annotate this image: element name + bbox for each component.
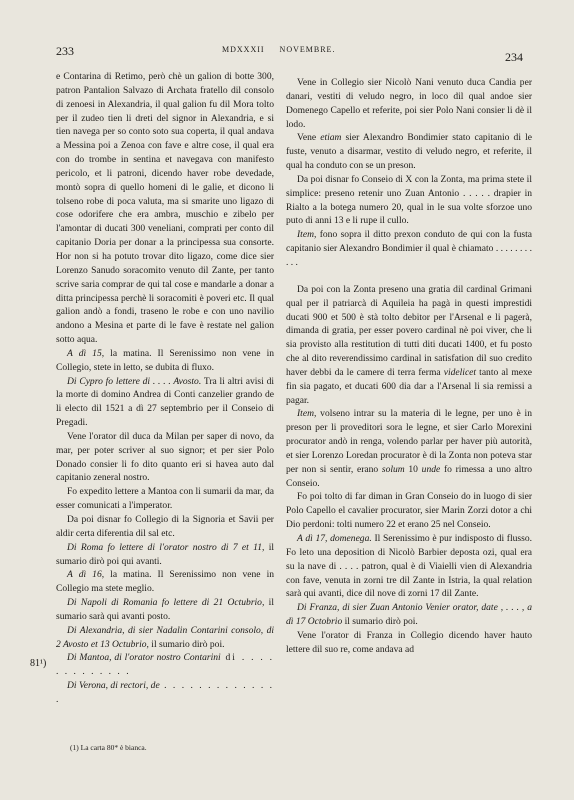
paragraph: Vene etiam sier Alexandro Bondimier stato capitanio di le fuste, venuto a disarmar, vestito di veludo negro, et referite, il qual ha conduto con se un preson. — [286, 132, 532, 172]
page-number-left: 233 — [56, 44, 74, 58]
right-column — [286, 76, 532, 657]
paragraph: A dì 16, la matina. Il Serenissimo non vene in Collegio ma stete meglio. — [56, 569, 275, 595]
paragraph: Di Franza, di sier Zuan Antonio Venier orator, date , . . . , a dì 17 Octobrio il sumario dirò poi. — [286, 602, 532, 628]
paragraph: A dì 15, la matina. Il Serenissimo non vene in Collegio, stete in letto, se dubita di fluxo. — [56, 347, 275, 373]
footnote: (1) La carta 80* è bianca. — [70, 743, 147, 752]
paragraph: Di Napoli di Romania fo lettere di 21 Octubrio, il sumario sarà qui avanti posto. — [56, 597, 274, 622]
paragraph: Item, fono sopra il ditto prexon conduto de qui con la fusta capitanio sier Alexandro Bondimier il qual è chiamato . . . . . . . . . . . — [286, 229, 532, 268]
left-column — [56, 70, 274, 707]
paragraph: Di Alexandria, di sier Nadalin Contarini consolo, di 2 Avosto et 13 Octubrio, il sumario dirò poi. — [56, 624, 274, 650]
paragraph: Vene l'orator di Franza in Collegio dicendo haver hauto lettere dil suo re, come andava ad — [286, 629, 532, 655]
paragraph: Di Cypro fo lettere di . . . . Avosto. Tra li altri avisi di la morte di domino Andrea di Conti canzelier grando de li electo dil 1521 a dì 27 septembrio per il Conseio di Pregadi. — [56, 375, 275, 429]
paragraph: A dì 17, domenega. Il Serenissimo è pur indisposto di flusso. Fo leto una deposition di Nicolò Barbier deposta ozi, qual era su la nave di . . . . patron, qual è di Viaielli vien di Alexandria con fave, venuta in zorni tre dil Zante in Istria, la qual relation sarà qui avanti, dice dil nove di zorni 17 dil Zante. — [286, 533, 532, 600]
paragraph: Da poi disnar fo Conseio di X con la Zonta, ma prima stete il simplice: preseno retenir uno Zuan Antonio . . . . . drapier in Rialto a la botega numero 20, qual in le sua volte sforzoe uno puto di anni 13 e li rupe il cullo. — [286, 173, 532, 227]
paragraph: Da poi disnar fo Collegio di la Signoria et Savii per aldir certa diferentia dil sal etc. — [56, 514, 274, 539]
running-title: MDXXXII NOVEMBRE. — [222, 45, 336, 54]
paragraph: Fo poi tolto di far diman in Gran Conseio do in luogo di sier Polo Capello el cavalier procurator, sier Marin Zorzi dotor a chi Dio perdoni: tolti numero 22 et erano 25 nel Conseio. — [286, 491, 532, 531]
page-header — [0, 44, 574, 64]
paragraph: Item, volseno intrar su la materia di le legne, per uno è in preson per li proveditori sora le legne, et sier Carlo Morexini procurator andò in renga, volendo parlar per haver più autorità, et sier Lorenzo Loredan procurator è di la Zonta non poteva star per non si sentir, erano solum 10 unde fo rimessa a uno altro Conseio. — [286, 408, 532, 489]
page-number-right: 234 — [505, 50, 523, 64]
paragraph: Di Mantoa, di l'orator nostro Contarini di . . . . . . . . . . . . . — [56, 652, 274, 678]
paragraph: Fo expedito lettere a Mantoa con li sumarii da mar, da esser comunicati a l'imperator. — [56, 486, 274, 512]
paragraph: Da poi con la Zonta preseno una gratia dil cardinal Grimani qual per il patriarcà di Aquileia ha pagà in questi imprestidi ducati 900 et 500 è stà tolto debitor per l'Arsenal e li pagerà, dimanda di gratia, per esser povero cardinal nè poi viver, che li sia provisto alla restitution di tutti diti ducati 1400, et fu posto che al dito reverendissimo cardinal in satisfation dil suo credito haver debbi da le camere di terra ferma videlicet tanto al mexe fin sia pagato, et ducati 600 dia dar a l'Arsenal li sia remissi a pagar. — [286, 283, 532, 406]
paragraph: Di Roma fo lettere di l'orator nostro di 7 et 11, il sumario dirò poi qui avanti. — [56, 541, 274, 567]
paragraph: Vene l'orator dil duca da Milan per saper di novo, da mar, per poter scriver al suo signor; et per sier Polo Donado consier li fo dito quanto eri si havea auto dal capitanio zeneral nostro. — [56, 430, 274, 484]
paragraph: e Contarina di Retimo, però chè un galion di botte 300, patron Pantalion Salvazo di Archata fratello dil consolo di zenoesi in Alexandria, il qual galion fu dil Mora tolto per il zudeo tien li dreti del signor in Alexandria, e si tien navega per so conto soto sua coperta, il qual andava a Messina poi a Zenoa con fave e altre cose, il qual era con do trombe in sentina et navegava con manifesto pericolo, et li patroni, dicendo haver robe devedade, montò sopra di quello homeni di le galie, et dicono li tolseno robe di poca valuta, ma si smarite uno ligazo di cose odorifere che era ambra, muschio e zibelo per l'amontar di ducati 300 veneliani, comprati per conto dil capitanio Doria per donar a la principessa sua consorte. Hor non si ha potuto trovar dito ligazo, come dice sier Lorenzo Sanudo soracomito venuto dil Zante, per tanto scrive saria comprar de qui tal cose e mandarle a donar a ditta principessa perchè li soracomiti è poveri etc. Il qual galion andò a fondi, traseno le robe e con uno navilio andono a Mesina et parte di le fave è restate nel galion sotto aqua. — [56, 71, 274, 346]
paragraph: Vene in Collegio sier Nicolò Nani venuto duca Candia per danari, vestiti di veludo negro, in loco dil qual andoe sier Domenego Capello et referite, poi sier Polo Nani consier li dè il lodo. — [286, 77, 532, 130]
margin-number: 81¹) — [30, 658, 47, 669]
paragraph: Di Verona, di rectori, de . . . . . . . . . . . . . . — [56, 680, 274, 705]
